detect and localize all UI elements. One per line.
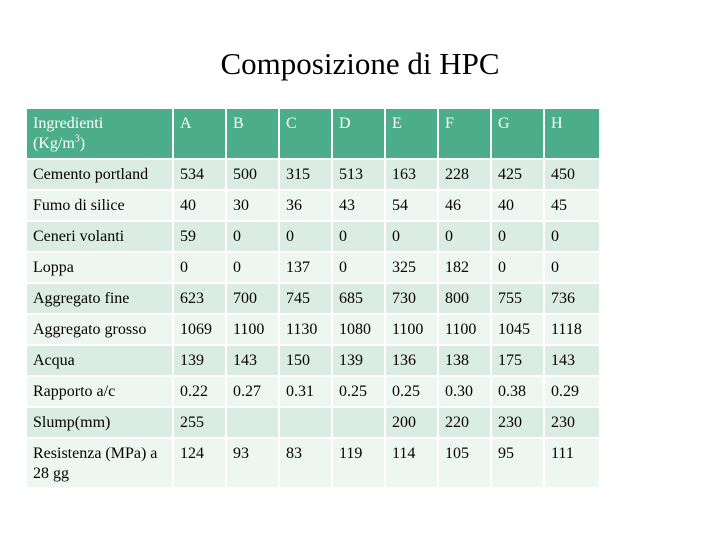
table-cell: 54	[385, 190, 438, 221]
table-cell: 1118	[544, 314, 600, 345]
table-cell: 0	[544, 221, 600, 252]
row-label-cell: Loppa	[27, 252, 173, 283]
table-cell: 755	[491, 283, 544, 314]
header-col-f: F	[438, 109, 491, 159]
table-row	[27, 159, 600, 190]
table-cell: 143	[544, 345, 600, 376]
header-ingredients-cell	[27, 109, 173, 159]
table-cell: 0	[226, 221, 279, 252]
table-cell: 700	[226, 283, 279, 314]
table-cell: 0.22	[173, 376, 226, 407]
row-label-cell: Acqua	[27, 345, 173, 376]
table-row	[27, 190, 600, 221]
table-cell: 1100	[226, 314, 279, 345]
table-cell: 500	[226, 159, 279, 190]
table-cell: 0.25	[332, 376, 385, 407]
table-cell: 138	[438, 345, 491, 376]
table-cell: 182	[438, 252, 491, 283]
header-label-unit-suffix: )	[79, 135, 86, 152]
table-cell: 93	[226, 438, 279, 488]
table-cell: 685	[332, 283, 385, 314]
header-label-unit-exponent: 3	[74, 133, 80, 145]
table-cell: 425	[491, 159, 544, 190]
table-cell: 623	[173, 283, 226, 314]
table-cell: 0.31	[279, 376, 332, 407]
table-cell: 0	[332, 221, 385, 252]
table-cell: 0	[279, 221, 332, 252]
header-label-unit-prefix: (Kg/m	[33, 135, 75, 152]
table-cell: 0.27	[226, 376, 279, 407]
table-row	[27, 376, 600, 407]
table-cell: 1045	[491, 314, 544, 345]
table-row	[27, 314, 600, 345]
table-cell: 0	[491, 252, 544, 283]
table-cell: 255	[173, 407, 226, 438]
table-cell: 95	[491, 438, 544, 488]
table-cell: 0.30	[438, 376, 491, 407]
row-label-cell: Aggregato grosso	[27, 314, 173, 345]
table-cell: 105	[438, 438, 491, 488]
header-col-h: H	[544, 109, 600, 159]
table-cell: 119	[332, 438, 385, 488]
table-row	[27, 221, 600, 252]
table-cell: 175	[491, 345, 544, 376]
table-cell: 228	[438, 159, 491, 190]
table-cell: 200	[385, 407, 438, 438]
table-cell: 59	[173, 221, 226, 252]
table-cell: 0	[491, 221, 544, 252]
table-cell: 40	[491, 190, 544, 221]
row-label-cell: Cemento portland	[27, 159, 173, 190]
table-cell: 0	[173, 252, 226, 283]
table-cell: 745	[279, 283, 332, 314]
header-col-d: D	[332, 109, 385, 159]
table-cell: 230	[544, 407, 600, 438]
slide-title: Composizione di HPC	[220, 46, 500, 81]
table-cell: 736	[544, 283, 600, 314]
table-cell: 45	[544, 190, 600, 221]
table-cell: 730	[385, 283, 438, 314]
table-cell	[332, 407, 385, 438]
table-cell: 150	[279, 345, 332, 376]
table-cell: 111	[544, 438, 600, 488]
table-cell: 0	[332, 252, 385, 283]
table-cell	[226, 407, 279, 438]
table-cell: 0	[544, 252, 600, 283]
table-cell: 1130	[279, 314, 332, 345]
row-label-cell: Aggregato fine	[27, 283, 173, 314]
table-cell: 43	[332, 190, 385, 221]
table-cell: 0.25	[385, 376, 438, 407]
table-cell: 137	[279, 252, 332, 283]
header-col-e: E	[385, 109, 438, 159]
table-cell: 1100	[438, 314, 491, 345]
table-cell: 325	[385, 252, 438, 283]
table-cell: 1080	[332, 314, 385, 345]
header-col-g: G	[491, 109, 544, 159]
table-cell: 30	[226, 190, 279, 221]
header-label-line1: Ingredienti	[33, 115, 104, 132]
table-cell: 220	[438, 407, 491, 438]
row-label-cell: Resistenza (MPa) a 28 gg	[27, 438, 173, 488]
table-cell: 139	[332, 345, 385, 376]
row-label-cell: Fumo di silice	[27, 190, 173, 221]
table-cell: 450	[544, 159, 600, 190]
table-cell: 800	[438, 283, 491, 314]
table-row	[27, 407, 600, 438]
table-row	[27, 252, 600, 283]
row-label-cell: Rapporto a/c	[27, 376, 173, 407]
row-label-cell: Slump(mm)	[27, 407, 173, 438]
table-cell	[279, 407, 332, 438]
table-cell: 1100	[385, 314, 438, 345]
table-cell: 534	[173, 159, 226, 190]
header-col-c: C	[279, 109, 332, 159]
table-cell: 124	[173, 438, 226, 488]
table-header-row	[27, 109, 600, 159]
row-label-cell: Ceneri volanti	[27, 221, 173, 252]
table-cell: 0	[226, 252, 279, 283]
table-cell: 139	[173, 345, 226, 376]
table-row	[27, 283, 600, 314]
table-cell: 40	[173, 190, 226, 221]
table-cell: 136	[385, 345, 438, 376]
table-cell: 163	[385, 159, 438, 190]
table-cell: 0	[385, 221, 438, 252]
table-cell: 1069	[173, 314, 226, 345]
table-cell: 114	[385, 438, 438, 488]
table-cell: 513	[332, 159, 385, 190]
table-cell: 143	[226, 345, 279, 376]
table-cell: 0.38	[491, 376, 544, 407]
table-cell: 315	[279, 159, 332, 190]
header-col-a: A	[173, 109, 226, 159]
hpc-composition-table	[27, 109, 601, 489]
table-cell: 46	[438, 190, 491, 221]
table-row	[27, 345, 600, 376]
table-row	[27, 438, 600, 488]
header-col-b: B	[226, 109, 279, 159]
table-cell: 36	[279, 190, 332, 221]
table-cell: 0	[438, 221, 491, 252]
table-cell: 0.29	[544, 376, 600, 407]
table-cell: 230	[491, 407, 544, 438]
table-cell: 83	[279, 438, 332, 488]
